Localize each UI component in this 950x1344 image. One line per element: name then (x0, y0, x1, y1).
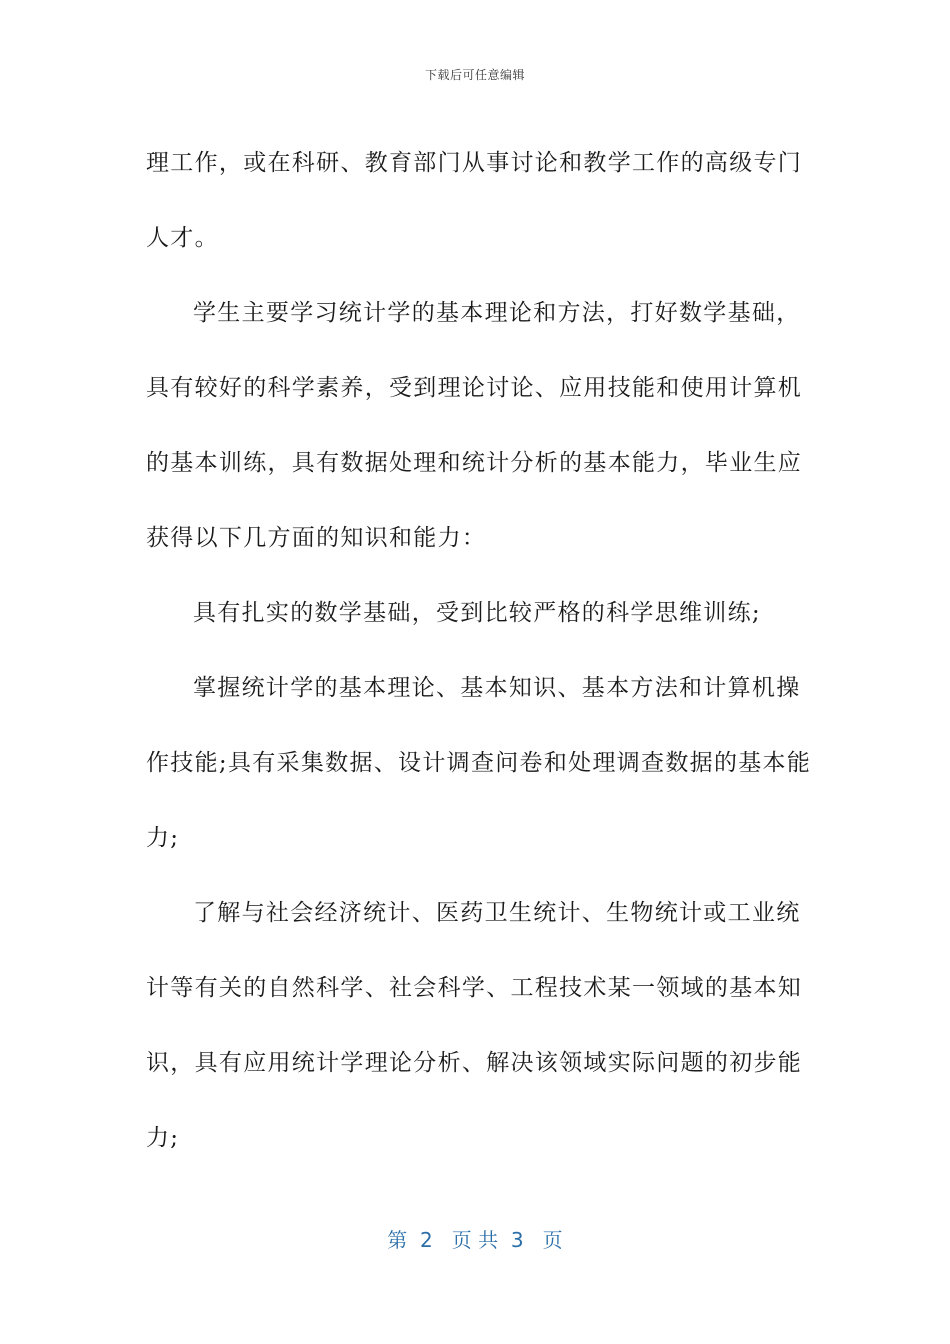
text-line: 人才。 (146, 225, 219, 251)
paragraph-statistics-skills (146, 651, 812, 876)
text-line: 具有较好的科学素养，受到理论讨论、应用技能和使用计算机 (146, 375, 803, 401)
paragraph-math-foundation (146, 576, 806, 651)
paragraph-applied-knowledge (146, 876, 806, 1176)
page-header-note: 下载后可任意编辑 (424, 68, 525, 82)
text-line: 力; (146, 825, 180, 851)
document-body (146, 126, 812, 1176)
page-number-footer: 第 2 页 共 3 页 (387, 1228, 563, 1252)
text-line: 识，具有应用统计学理论分析、解决该领域实际问题的初步能 (146, 1050, 803, 1076)
text-line: 理工作，或在科研、教育部门从事讨论和教学工作的高级专门 (146, 150, 803, 176)
text-line: 掌握统计学的基本理论、基本知识、基本方法和计算机操 (193, 675, 801, 701)
text-line: 具有扎实的数学基础，受到比较严格的科学思维训练; (193, 600, 761, 626)
text-line: 力; (146, 1125, 180, 1151)
paragraph-study-overview (146, 276, 806, 576)
text-line: 作技能;具有采集数据、设计调查问卷和处理调查数据的基本能 (146, 750, 812, 776)
text-line: 获得以下几方面的知识和能力： (146, 525, 487, 551)
text-line: 了解与社会经济统计、医药卫生统计、生物统计或工业统 (193, 900, 801, 926)
text-line: 计等有关的自然科学、社会科学、工程技术某一领域的基本知 (146, 975, 803, 1001)
text-line: 学生主要学习统计学的基本理论和方法，打好数学基础， (193, 300, 801, 326)
text-line: 的基本训练，具有数据处理和统计分析的基本能力，毕业生应 (146, 450, 803, 476)
paragraph-continuation (146, 126, 806, 276)
